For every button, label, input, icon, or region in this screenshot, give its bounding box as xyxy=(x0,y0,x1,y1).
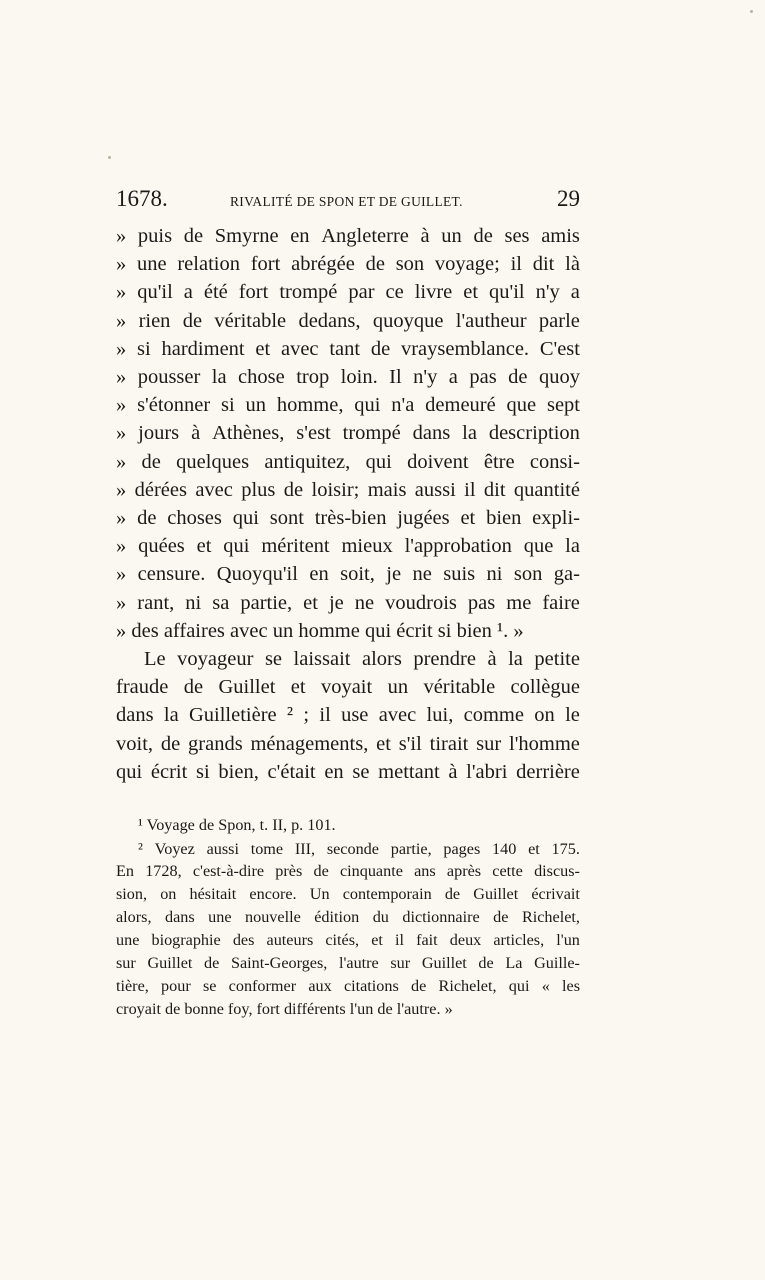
footnote-text-line: une biographie des auteurs cités, et il fait deux articles, l'un xyxy=(116,931,580,949)
text-line: » quées et qui méritent mieux l'approbation que la xyxy=(116,535,580,558)
text-line: dans la Guilletière ² ; il use avec lui, comme on le xyxy=(116,704,580,727)
page-number: 29 xyxy=(557,186,580,211)
text-line: » jours à Athènes, s'est trompé dans la description xyxy=(116,422,580,445)
footnote-text-line: croyait de bonne foy, fort différents l'un de l'autre. » xyxy=(116,1000,453,1018)
text-line: » censure. Quoyqu'il en soit, je ne suis ni son ga- xyxy=(116,563,580,586)
speck-mark xyxy=(108,156,111,159)
text-line: » rant, ni sa partie, et je ne voudrois pas me faire xyxy=(116,591,580,614)
text-line: » puis de Smyrne en Angleterre à un de ses amis xyxy=(116,225,580,247)
footnote-text-line: sion, on hésitait encore. Un contemporain de Guillet écrivait xyxy=(116,885,580,903)
text-line: voit, de grands ménagements, et s'il tirait sur l'homme xyxy=(116,732,580,755)
text-line: fraude de Guillet et voyait un véritable collègue xyxy=(116,676,580,699)
text-line: » s'étonner si un homme, qui n'a demeuré que sept xyxy=(116,394,580,417)
text-line: » si hardiment et avec tant de vraysemblance. C'est xyxy=(116,337,580,360)
text-line: qui écrit si bien, c'était en se mettant à l'abri derrière xyxy=(116,760,580,783)
footnote-1: ¹ Voyage de Spon, t. II, p. 101. xyxy=(138,816,336,834)
text-line: » de quelques antiquitez, qui doivent être consi- xyxy=(116,450,580,473)
header-title: RIVALITÉ DE SPON ET DE GUILLET. xyxy=(230,194,463,209)
text-line: » qu'il a été fort trompé par ce livre et qu'il n'y a xyxy=(116,281,580,304)
footnote-text-line: tière, pour se conformer aux citations de Richelet, qui « les xyxy=(116,977,580,995)
footnote-text-line: sur Guillet de Saint-Georges, l'autre sur Guillet de La Guille- xyxy=(116,954,580,972)
footnote-text-line: En 1728, c'est-à-dire près de cinquante ans après cette discus- xyxy=(116,862,580,880)
text-line: » des affaires avec un homme qui écrit si bien ¹. » xyxy=(116,619,524,642)
text-line: » rien de véritable dedans, quoyque l'autheur parle xyxy=(116,309,580,332)
text-line: » dérées avec plus de loisir; mais aussi il dit quantité xyxy=(116,478,580,501)
header-year: 1678. xyxy=(116,186,168,211)
text-line: » de choses qui sont très-bien jugées et bien expli- xyxy=(116,507,580,529)
speck-mark xyxy=(750,10,753,13)
text-line: Le voyageur se laissait alors prendre à la petite xyxy=(144,648,580,670)
footnote-2: ² Voyez aussi tome III, seconde partie, pages 140 et 175. xyxy=(138,840,580,858)
running-header xyxy=(116,186,580,216)
footnote-text-line: alors, dans une nouvelle édition du dictionnaire de Richelet, xyxy=(116,908,580,926)
text-line: » pousser la chose trop loin. Il n'y a pas de quoy xyxy=(116,366,580,388)
text-line: » une relation fort abrégée de son voyage; il dit là xyxy=(116,253,580,276)
